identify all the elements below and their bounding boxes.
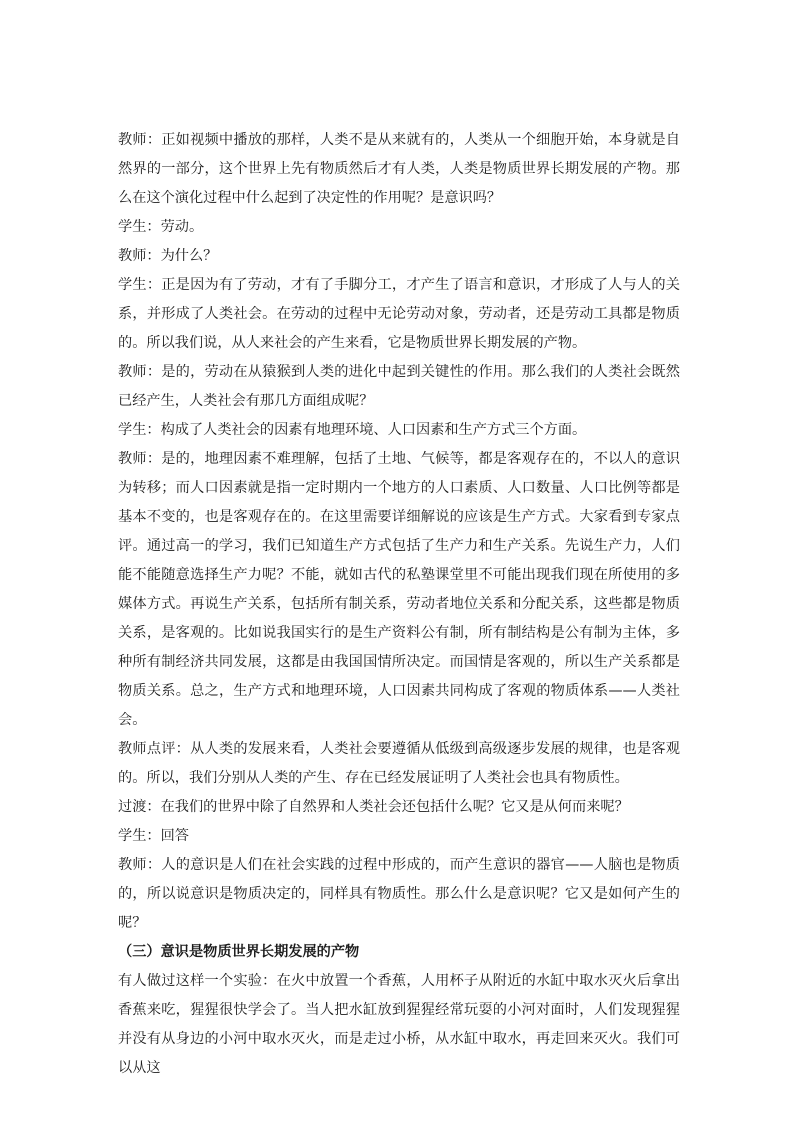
student-answer-2: 学生：正是因为有了劳动，才有了手脚分工，才产生了语言和意识，才形成了人与人的关系，并形成了人类社会。在劳动的过程中无论劳动对象，劳动者，还是劳动工具都是物质的。所以我们说，从人来社会的产生来看，它是物质世界长期发展的产物。 — [118, 277, 680, 351]
teacher-paragraph-4: 教师：是的，地理因素不难理解，包括了土地、气候等，都是客观存在的，不以人的意识为转移；而人口因素就是指一定时期内一个地方的人口素质、人口数量、人口比例等都是基本不变的，也是客观存在的。在这里需要详细解说的应该是生产方式。大家看到专家点评。通过高一的学习，我们已知道生产方式包括了生产力和生产关系。先说生产力，人们能不能随意选择生产力呢？不能，就如古代的私塾课堂里不可能出现我们现在所使用的多媒体方式。再说生产关系，包括所有制关系，劳动者地位关系和分配关系，这些都是物质关系，是客观的。比如说我国实行的是生产资料公有制，所有制结构是公有制为主体，多种所有制经济共同发展，这都是由我国国情所决定。而国情是客观的，所以生产关系都是物质关系。总之，生产方式和地理环境，人口因素共同构成了客观的物质体系——人类社会。 — [118, 451, 680, 728]
teacher-paragraph-1: 教师：正如视频中播放的那样，人类不是从来就有的，人类从一个细胞开始，本身就是自然界的一部分，这个世界上先有物质然后才有人类，人类是物质世界长期发展的产物。那么在这个演化过程中什么起到了决定性的作用呢？是意识吗？ — [118, 132, 680, 206]
teacher-paragraph-5: 教师：人的意识是人们在社会实践的过程中形成的，而产生意识的器官——人脑也是物质的，所以说意识是物质决定的，同样具有物质性。那么什么是意识呢？它又是如何产生的呢？ — [118, 857, 680, 931]
transition-paragraph: 过渡：在我们的世界中除了自然界和人类社会还包括什么呢？它又是从何而来呢？ — [118, 799, 629, 815]
document-page — [118, 126, 680, 1083]
experiment-paragraph: 有人做过这样一个实验：在火中放置一个香蕉，人用杯子从附近的水缸中取水灭火后拿出香蕉来吃，猩猩很快学会了。当人把水缸放到猩猩经常玩耍的小河对面时，人们发现猩猩并没有从身边的小河中取水灭火，而是走过小桥，从水缸中取水，再走回来灭火。我们可以从这 — [118, 973, 680, 1076]
section-heading: （三）意识是物质世界长期发展的产物 — [118, 944, 360, 960]
teacher-paragraph-3: 教师：是的，劳动在从猿猴到人类的进化中起到关键性的作用。那么我们的人类社会既然已经产生，人类社会有那几方面组成呢？ — [118, 364, 680, 409]
teacher-question-2: 教师：为什么？ — [118, 248, 218, 264]
student-answer-3: 学生：构成了人类社会的因素有地理环境、人口因素和生产方式三个方面。 — [118, 422, 587, 438]
teacher-comment: 教师点评：从人类的发展来看，人类社会要遵循从低级到高级逐步发展的规律，也是客观的。所以，我们分别从人类的产生、存在已经发展证明了人类社会也具有物质性。 — [118, 741, 680, 786]
student-answer-1: 学生：劳动。 — [118, 219, 204, 235]
student-answer-4: 学生：回答 — [118, 828, 189, 844]
